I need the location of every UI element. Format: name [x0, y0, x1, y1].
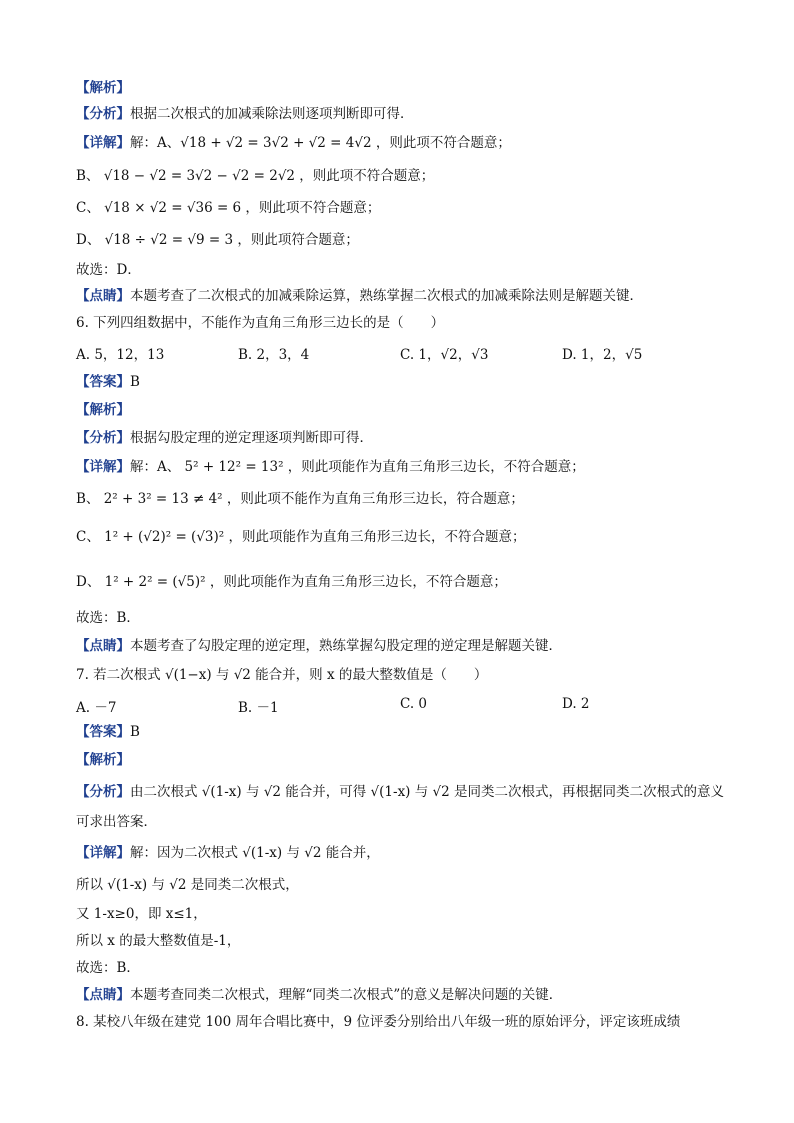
line-27: 故选：B． [76, 960, 140, 976]
question-7: 7. 若二次根式 √(1−x) 与 √2 能合并，则 x 的最大整数值是（ ） [76, 667, 488, 683]
line-5: D、 √18 ÷ √2 = √9 = 3 ，则此项符合题意； [76, 232, 359, 248]
line-14: C、 1² + (√2)² = (√3)² ，则此项能作为直角三角形三边长，不符合题意； [76, 529, 526, 545]
line-15: D、 1² + 2² = (√5)² ，则此项能作为直角三角形三边长，不符合题意； [76, 574, 507, 590]
line-19: 【答案】B [76, 724, 140, 740]
line-11: 【分析】根据勾股定理的逆定理逐项判断即可得． [76, 430, 373, 446]
q7-option-c: C. 0 [400, 696, 428, 712]
line-10: 【解析】 [76, 402, 130, 418]
q6-option-c: C. 1，√2，√3 [400, 347, 489, 363]
line-25: 又 1-x≥0，即 x≤1， [76, 906, 207, 922]
line-21: 【分析】由二次根式 √(1-x) 与 √2 能合并，可得 √(1-x) 与 √2 是同类二次根式，再根据同类二次根式的意义 [76, 784, 725, 800]
q7-option-a: A. －7 [76, 700, 117, 716]
question-8: 8. 某校八年级在建党 100 周年合唱比赛中，9 位评委分别给出八年级一班的原始评分，评定该班成绩 [76, 1014, 681, 1030]
line-12: 【详解】解：A、 5² + 12² = 13² ，则此项能作为直角三角形三边长，不符合题意； [76, 459, 585, 475]
line-24: 所以 √(1-x) 与 √2 是同类二次根式， [76, 877, 299, 893]
line-23: 【详解】解：因为二次根式 √(1-x) 与 √2 能合并， [76, 845, 380, 861]
question-6: 6. 下列四组数据中，不能作为直角三角形三边长的是（ ） [76, 315, 445, 331]
line-7: 【点睛】本题考查了二次根式的加减乘除运算，熟练掌握二次根式的加减乘除法则是解题关键． [76, 288, 643, 304]
line-26: 所以 x 的最大整数值是-1， [76, 933, 241, 949]
line-17: 【点睛】本题考查了勾股定理的逆定理，熟练掌握勾股定理的逆定理是解题关键． [76, 638, 562, 654]
q7-option-d: D. 2 [562, 696, 590, 712]
line-9: 【答案】B [76, 374, 140, 390]
line-6: 故选：D． [76, 262, 141, 278]
line-2: 【详解】解：A、√18 + √2 = 3√2 + √2 = 4√2 ，则此项不符合题意； [76, 135, 511, 151]
line-3: B、 √18 − √2 = 3√2 − √2 = 2√2 ，则此项不符合题意； [76, 168, 435, 184]
line-20: 【解析】 [76, 752, 130, 768]
line-22: 可求出答案． [76, 814, 157, 830]
line-16: 故选：B． [76, 610, 140, 626]
line-4: C、 √18 × √2 = √36 = 6 ，则此项不符合题意； [76, 200, 381, 216]
q7-option-b: B. －1 [238, 700, 279, 716]
q6-option-a: A. 5，12，13 [76, 347, 165, 363]
line-0: 【解析】 [76, 80, 130, 96]
line-13: B、 2² + 3² = 13 ≠ 4² ，则此项不能作为直角三角形三边长，符合题意； [76, 491, 524, 507]
q6-option-b: B. 2，3，4 [238, 347, 310, 363]
line-28: 【点睛】本题考查同类二次根式，理解“同类二次根式”的意义是解决问题的关键． [76, 987, 563, 1003]
q6-option-d: D. 1，2，√5 [562, 347, 643, 363]
line-1: 【分析】根据二次根式的加减乘除法则逐项判断即可得． [76, 106, 414, 122]
